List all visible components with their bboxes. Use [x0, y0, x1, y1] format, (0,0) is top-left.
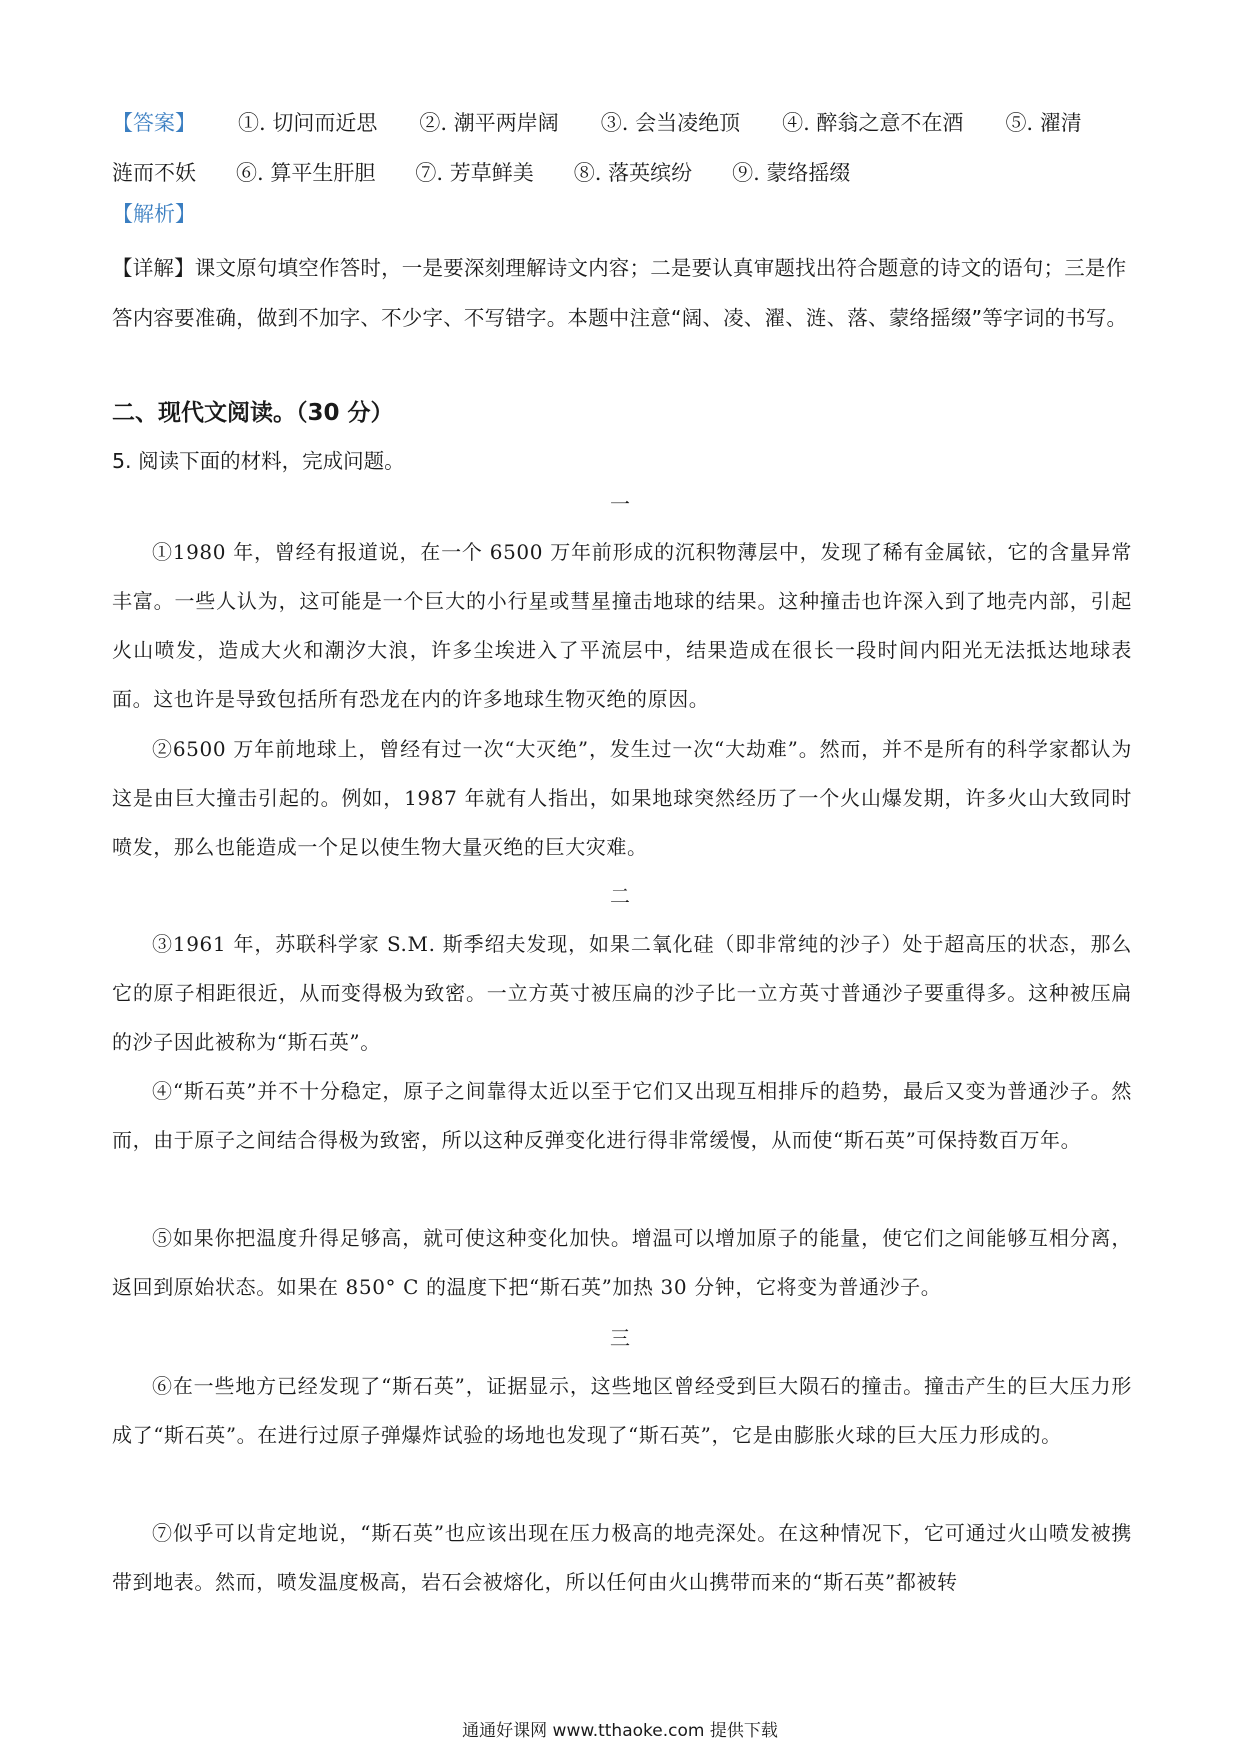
question-prompt: 5. 阅读下面的材料，完成问题。 [112, 449, 405, 473]
answer-item: ⑦. 芳草鲜美 [415, 161, 534, 185]
answer-item: 涟而不妖 [112, 161, 196, 185]
answer-item: ⑨. 蒙络摇缀 [732, 161, 851, 185]
paragraph-6: ⑥在一些地方已经发现了“斯石英”，证据显示，这些地区曾经受到巨大陨石的撞击。撞击产生的巨大压力形成了“斯石英”。在进行过原子弹爆炸试验的场地也发现了“斯石英”，它是由膨胀火球的巨大压力形成的。 [112, 1374, 1132, 1447]
detail-explanation: 【详解】课文原句填空作答时，一是要深刻理解诗文内容；二是要认真审题找出符合题意的诗文的语句；三是作答内容要准确，做到不加字、不少字、不写错字。本题中注意“阔、凌、濯、涟、落、蒙络摇缀”等字词的书写。 [112, 256, 1128, 330]
part-title-1: 一 [610, 492, 630, 516]
paragraph-7: ⑦似乎可以肯定地说，“斯石英”也应该出现在压力极高的地壳深处。在这种情况下，它可通过火山喷发被携带到地表。然而，喷发温度极高，岩石会被熔化，所以任何由火山携带而来的“斯石英”都被转 [112, 1521, 1132, 1594]
answer-block [112, 98, 1132, 198]
answer-item: ⑧. 落英缤纷 [573, 161, 693, 185]
answer-item: ③. 会当凌绝顶 [600, 111, 741, 135]
answer-row-2 [112, 148, 1132, 198]
page-footer: 通通好课网 www.tthaoke.com 提供下载 [462, 1721, 778, 1741]
paragraph-3: ③1961 年，苏联科学家 S.M. 斯季绍夫发现，如果二氧化硅（即非常纯的沙子）处于超高压的状态，那么它的原子相距很近，从而变得极为致密。一立方英寸被压扁的沙子比一立方英寸普通沙子要重得多。这种被压扁的沙子因此被称为“斯石英”。 [112, 932, 1132, 1054]
section-heading: 二、现代文阅读。（30 分） [112, 400, 394, 426]
paragraph-2: ②6500 万年前地球上，曾经有过一次“大灭绝”，发生过一次“大劫难”。然而，并不是所有的科学家都认为这是由巨大撞击引起的。例如，1987 年就有人指出，如果地球突然经历了一个火山爆发期，许多火山大致同时喷发，那么也能造成一个足以使生物大量灭绝的巨大灾难。 [112, 737, 1132, 859]
answer-tag: 【答案】 [112, 111, 196, 135]
answer-item: ④. 醉翁之意不在酒 [782, 111, 964, 135]
answer-item: ①. 切问而近思 [238, 111, 378, 135]
analysis-tag: 【解析】 [112, 202, 196, 226]
answer-item: ②. 潮平两岸阔 [419, 111, 559, 135]
answer-item: ⑤. 濯清 [1005, 111, 1082, 135]
answer-item: ⑥. 算平生肝胆 [236, 161, 376, 185]
paragraph-1: ①1980 年，曾经有报道说，在一个 6500 万年前形成的沉积物薄层中，发现了稀有金属铱，它的含量异常丰富。一些人认为，这可能是一个巨大的小行星或彗星撞击地球的结果。这种撞击也许深入到了地壳内部，引起火山喷发，造成大火和潮汐大浪，许多尘埃进入了平流层中，结果造成在很长一段时间内阳光无法抵达地球表面。这也许是导致包括所有恐龙在内的许多地球生物灭绝的原因。 [112, 540, 1132, 711]
part-title-2: 二 [610, 884, 630, 908]
answer-row-1 [112, 98, 1132, 148]
part-title-3: 三 [610, 1326, 630, 1350]
paragraph-5: ⑤如果你把温度升得足够高，就可使这种变化加快。增温可以增加原子的能量，使它们之间能够互相分离，返回到原始状态。如果在 850° C 的温度下把“斯石英”加热 30 分钟，它将变为普通沙子。 [112, 1226, 1132, 1299]
paragraph-4: ④“斯石英”并不十分稳定，原子之间靠得太近以至于它们又出现互相排斥的趋势，最后又变为普通沙子。然而，由于原子之间结合得极为致密，所以这种反弹变化进行得非常缓慢，从而使“斯石英”可保持数百万年。 [112, 1079, 1132, 1152]
